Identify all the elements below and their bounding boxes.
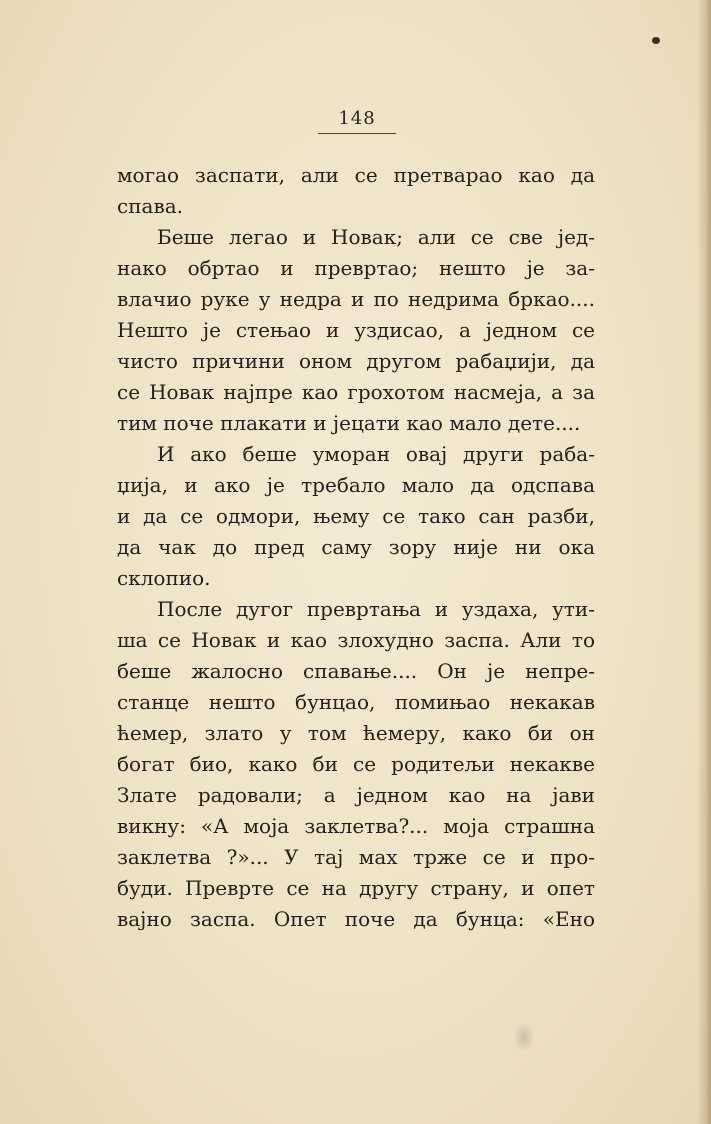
text-line: спава.: [117, 194, 183, 218]
page-edge-shadow: [697, 0, 711, 1124]
text-line: и да се одмори, њему се тако сан разби,: [117, 504, 595, 528]
text-line: заклетва ?»... У тај мах трже се и про-: [117, 845, 595, 869]
text-line: И ако беше уморан овај други раба-: [157, 442, 595, 466]
text-line: Нешто је стењао и уздисао, а једном се: [117, 318, 595, 342]
text-line: станце нешто бунцао, помињао некакав: [117, 690, 595, 714]
text-line: буди. Преврте се на другу страну, и опет: [117, 876, 595, 900]
text-line: вајно заспа. Опет поче да бунца: «Ено: [117, 907, 595, 931]
text-line: могао заспати, али се претварао као да: [117, 163, 595, 187]
text-line: После дугог превртања и уздаха, ути-: [157, 597, 595, 621]
text-line: влачио руке у недра и по недрима бркао....: [117, 287, 595, 311]
text-line: нако обртао и превртао; нешто је за-: [117, 256, 595, 280]
text-line: џија, и ако је требало мало да одспава: [117, 473, 595, 497]
text-line: ћемер, злато у том ћемеру, како би он: [117, 721, 595, 745]
page-number: 148: [338, 108, 376, 129]
text-line: Злате радовали; а једном као на јави: [117, 783, 595, 807]
paper-smudge: [513, 1022, 535, 1052]
text-line: ша се Новак и као злохудно заспа. Али то: [117, 628, 595, 652]
body-text: [117, 160, 595, 935]
text-line: беше жалосно спавање.... Он је непре-: [117, 659, 595, 683]
text-line: да чак до пред саму зору није ни ока: [117, 535, 595, 559]
text-line: викну: «А моја заклетва?... моја страшна: [117, 814, 595, 838]
text-line: Беше легао и Новак; али се све јед-: [157, 225, 595, 249]
text-line: чисто причини оном другом рабаџији, да: [117, 349, 595, 373]
page-number-rule: [318, 133, 396, 134]
ink-spot: [652, 37, 660, 44]
text-line: се Новак најпре као грохотом насмеја, а за: [117, 380, 595, 404]
text-line: склопио.: [117, 566, 211, 590]
text-line: богат био, како би се родитељи некакве: [117, 752, 595, 776]
text-line: тим поче плакати и јецати као мало дете....: [117, 411, 581, 435]
